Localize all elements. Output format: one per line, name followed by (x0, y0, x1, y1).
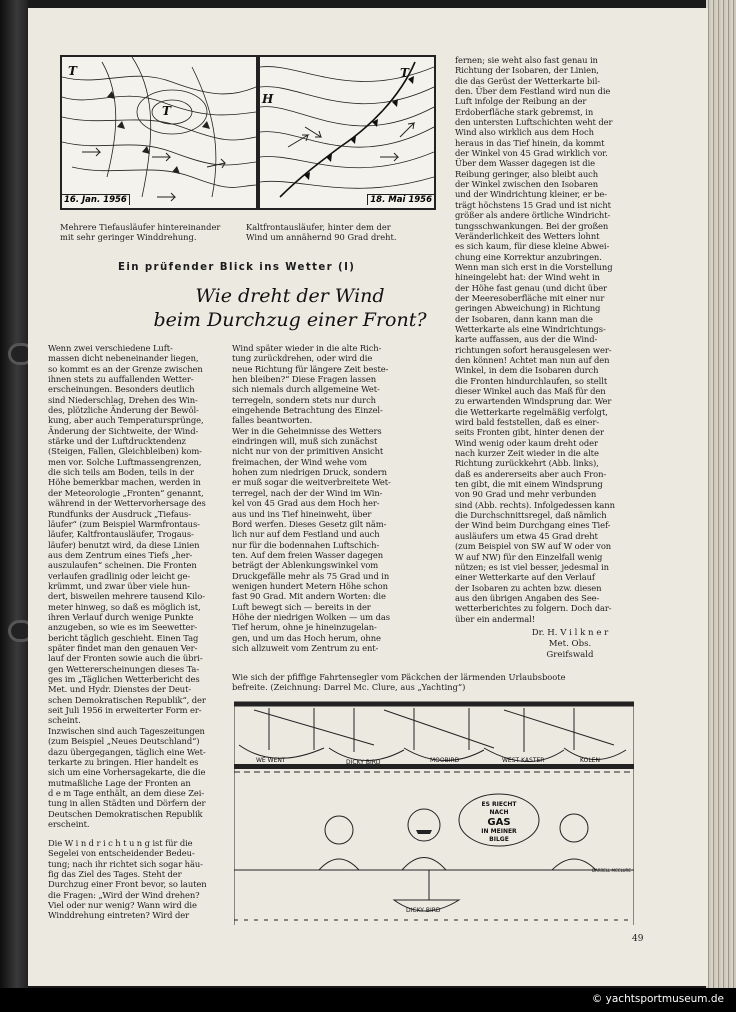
boat-name-2: DICKY BIRD (346, 759, 381, 766)
author-signature: Dr. H. V i l k n e r Met. Obs. Greifswald (531, 628, 609, 660)
sailing-cartoon (234, 700, 634, 930)
map-marker-t: T (400, 66, 409, 80)
isobar-drawing-right (260, 57, 434, 208)
speech-line-3: GAS (487, 817, 511, 828)
speech-line-4: IN MEINER (481, 828, 517, 835)
weather-map-right (258, 55, 436, 210)
boat-name-5: KOLEN (580, 757, 600, 764)
map-marker-t: T (68, 64, 77, 78)
weather-map-left (60, 55, 258, 210)
column-2-text: Wind später wieder in die alte Rich- tung zurückdrehen, oder wird die neue Richtung für längere Zeit beste- hen bleiben?“ Diese Fragen lassen sich niemals durch allgemeine Wet- terregeln, sondern stets nur durch eingehende Betrachtung des Einzel- falles beantworten. Wer in die Geheimnisse des Wetters eindringen will, muß sich zunächst nicht nur von der primitiven Ansicht freimachen, der Wind wehe vom hohen zum niedrigen Druck, sondern er muß sogar die weitverbreitete Wet- terregel, nach der der Wind im Win- kel von 45 Grad aus dem Hoch her- aus und ins Tief hineinweht, über Bord werfen. Dieses Gesetz gilt näm- lich nur auf dem Festland und auch nur für die bodennahen Luftschich- ten. Auf dem freien Wasser dagegen beträgt der Ablenkungswinkel vom Druckgefälle mehr als 75 Grad und in wenigen hundert Metern Höhe schon fast 90 Grad. Mit andern Worten: die Luft bewegt sich — bereits in der Höhe der niedrigen Wolken — um das Tief herum, ohne je hineinzugelan- gen, und um das Hoch herum, ohne sich allzuweit vom Zentrum zu ent- (232, 343, 391, 653)
boat-name-4: WEST KASTER (502, 757, 545, 764)
speech-line-5: BILGE (489, 836, 509, 843)
boat-name-1: WE WENT (256, 757, 286, 764)
article-kicker: Ein prüfender Blick ins Wetter (I) (118, 262, 356, 273)
map-date-left: 16. Jan. 1956 (62, 194, 130, 205)
page-number: 49 (632, 934, 644, 944)
column-1-text-b: Inzwischen sind auch Tageszeitungen (zum Beispiel „Neues Deutschland“) dazu übergegangen, täglich eine Wet- terkarte zu bringen. Hier handelt es sich um eine Vorhersagekarte, die die mutmaßliche Lage der Fronten an d e m Tage enthält, an dem diese Zei- tung in allen Städten und Dörfern der Deutschen Demokratischen Republik erscheint. (48, 726, 206, 830)
cartoon-artist: DARRELL MCCLURE (592, 868, 631, 873)
boat-name-3: MOOBIRD (430, 757, 460, 764)
map-marker-t-center: T (162, 104, 171, 118)
map-date-right: 18. Mai 1956 (367, 194, 434, 205)
caption-left-map: Mehrere Tiefausläufer hintereinander mit sehr geringer Winddrehung. (60, 222, 221, 242)
page-edges (706, 0, 736, 1012)
article-title: Wie dreht der Wind beim Durchzug einer Front? (153, 285, 427, 331)
caption-right-map: Kaltfrontausläufer, hinter dem der Wind um annähernd 90 Grad dreht. (246, 222, 397, 242)
isobar-drawing-left (62, 57, 256, 208)
column-1-text-c: Die W i n d r i c h t u n g ist für die Segelei von entscheidender Bedeu- tung; nach ihr richtet sich sogar häu- fig das Ziel des Tages. Steht der Durchzug einer Front bevor, so lauten die Fragen: „Wird der Wind drehen? Viel oder nur wenig? Wann wird die Winddrehung eintreten? Wird der (48, 838, 207, 921)
book-spine (0, 0, 28, 1012)
credit-bar (0, 988, 736, 1012)
map-marker-h: H (262, 92, 274, 106)
cartoon-caption: Wie sich der pfiffige Fahrtensegler vom Päckchen der lärmenden Urlaubsboote befreite. (Zeichnung: Darrel Mc. Clure, aus „Yachting“) (232, 672, 566, 692)
column-3-text: fernen; sie weht also fast genau in Richtung der Isobaren, der Linien, die das Gerüst der Wetterkarte bil- den. Über dem Festland wird nun die Luft infolge der Reibung an der Erdoberfläche stark gebremst, in den untersten Luftschichten weht der Wind also wirklich aus dem Hoch heraus in das Tief hinein, da kommt der Winkel von 45 Grad wirklich vor. Über dem Wasser dagegen ist die Reibung geringer, also bleibt auch der Winkel zwischen den Isobaren und der Windrichtung kleiner, er be- trägt höchstens 15 Grad und ist nicht größer als andere örtliche Windricht- tungsschwankungen. Bei der großen Veränderlichkeit des Wetters lohnt es sich kaum, für diese kleine Abwei- chung eine Korrektur anzubringen. Wenn man sich erst in die Vorstellung hineingelebt hat: der Wind weht in der Höhe fast genau (und dicht über der Meeresoberfläche mit einer nur geringen Abweichung) in Richtung der Isobaren, dann kann man die Wetterkarte als eine Windrichtungs- karte auffassen, aus der die Wind- richtungen sofort herausgelesen wer- den können! Achtet man nun auf den Winkel, in dem die Isobaren durch die Fronten hindurchlaufen, so stellt dieser Winkel auch das Maß für den zu erwartenden Windsprung dar. Wer die Wetterkarte regelmäßig verfolgt, wird bald feststellen, daß es einer- seits Fronten gibt, hinter denen der Wind wenig oder kaum dreht oder nach kurzer Zeit wieder in die alte Richtung zurückkehrt (Abb. links), daß es andererseits aber auch Fron- ten gibt, die mit einem Windsprung von 90 Grad und mehr verbunden sind (Abb. rechts). Infolgedessen kann die Durchschnittsregel, daß nämlich der Wind beim Durchgang eines Tief- ausläufers um etwa 45 Grad dreht (zum Beispiel von SW auf W oder von W auf NW) für den Einzelfall wenig nützen; es ist viel besser, jedesmal in einer Wetterkarte auf den Verlauf der Isobaren zu achten bzw. diesen aus den übrigen Angaben des See- wetterberichtes zu folgern. Doch dar- über ein andermal! (455, 55, 615, 624)
speech-line-2: NACH (489, 809, 509, 816)
bottom-boat-name: DICKY BIRD (406, 907, 441, 914)
credit-text: © yachtsportmuseum.de (591, 993, 724, 1005)
column-1-text: Wenn zwei verschiedene Luft- massen dicht nebeneinander liegen, so kommt es an der Grenze zwischen ihnen stets zu auffallenden Wetter- erscheinungen. Besonders deutlich sind Niederschlag, Drehen des Win- des, plötzliche Änderung der Bewöl- kung, aber auch Temperatursprünge, Änderung der Sichtweite, der Wind- stärke und der Luftdrucktendenz (Steigen, Fallen, Gleichbleiben) kom- men vor. Solche Luftmassengrenzen, die sich teils am Boden, teils in der Höhe bemerkbar machen, werden in der Meteorologie „Fronten“ genannt, während in der Wettervorhersage des Rundfunks der Ausdruck „Tiefaus- läufer“ (zum Beispiel Warmfrontaus- läufer, Kaltfrontausläufer, Trogaus- läufer) benutzt wird, da diese Linien aus dem Zentrum eines Tiefs „her- auszulaufen“ scheinen. Die Fronten verlaufen gradlinig oder leicht ge- krümmt, und zwar über viele hun- dert, bisweilen mehrere tausend Kilo- meter hinweg, so daß es möglich ist, ihren Verlauf durch wenige Punkte anzugeben, so wie es im Seewetter- bericht täglich geschieht. Einen Tag später findet man den genauen Ver- lauf der Fronten sowie auch die übri- gen Wettererscheinungen dieses Ta- ges im „Täglichen Wetterbericht des Met. und Hydr. Dienstes der Deut- schen Demokratischen Republik“, der seit Juli 1956 in erweiterter Form er- scheint. (48, 343, 206, 726)
speech-line-1: ES RIECHT (481, 801, 517, 808)
